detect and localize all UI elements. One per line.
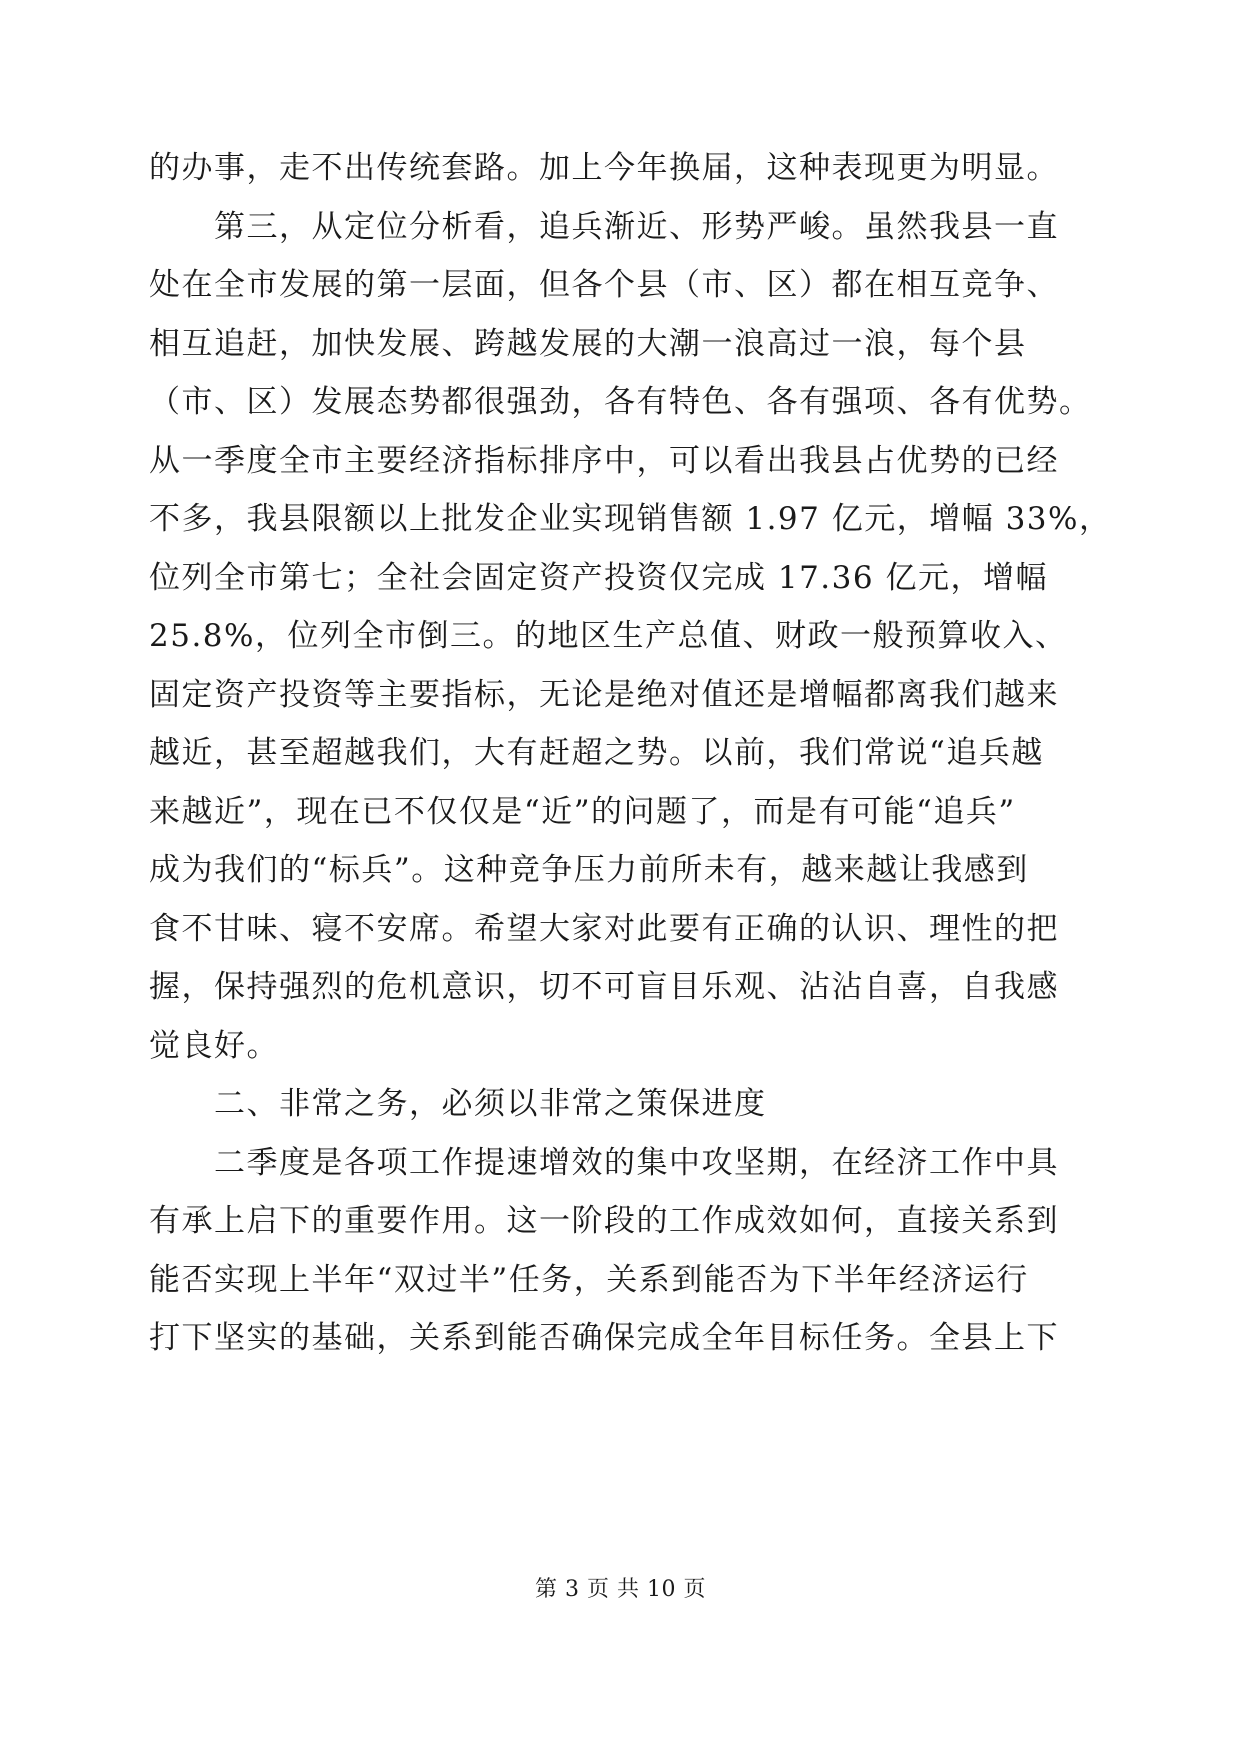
text-line: 固定资产投资等主要指标，无论是绝对值还是增幅都离我们越来 [149, 677, 1059, 713]
text-line: 不多，我县限额以上批发企业实现销售额 1.97 亿元，增幅 33%， [149, 501, 1112, 537]
text-line: 觉良好。 [149, 1028, 279, 1064]
text-line: 第三，从定位分析看，追兵渐近、形势严峻。虽然我县一直 [149, 209, 1059, 245]
text-line: 的办事，走不出传统套路。加上今年换届，这种表现更为明显。 [149, 150, 1059, 186]
text-line: 成为我们的“标兵”。这种竞争压力前所未有，越来越让我感到 [149, 852, 1029, 888]
text-line: 二季度是各项工作提速增效的集中攻坚期，在经济工作中具 [149, 1145, 1059, 1181]
text-line: 握，保持强烈的危机意识，切不可盲目乐观、沾沾自喜，自我感 [149, 969, 1059, 1005]
text-line: 越近，甚至超越我们，大有赶超之势。以前，我们常说“追兵越 [149, 735, 1044, 771]
text-line: 打下坚实的基础，关系到能否确保完成全年目标任务。全县上下 [149, 1320, 1059, 1356]
text-line: 能否实现上半年“双过半”任务，关系到能否为下半年经济运行 [149, 1262, 1029, 1298]
text-line: 相互追赶，加快发展、跨越发展的大潮一浪高过一浪，每个县 [149, 326, 1027, 362]
text-line: 位列全市第七；全社会固定资产投资仅完成 17.36 亿元，增幅 [149, 560, 1048, 596]
text-line: 有承上启下的重要作用。这一阶段的工作成效如何，直接关系到 [149, 1203, 1059, 1239]
text-line: 处在全市发展的第一层面，但各个县（市、区）都在相互竞争、 [149, 267, 1059, 303]
page-footer: 第 3 页 共 10 页 [535, 1577, 706, 1602]
text-line: 食不甘味、寝不安席。希望大家对此要有正确的认识、理性的把 [149, 911, 1059, 947]
text-line: 25.8%，位列全市倒三。的地区生产总值、财政一般预算收入、 [149, 618, 1068, 654]
text-line: （市、区）发展态势都很强劲，各有特色、各有强项、各有优势。 [149, 384, 1092, 420]
section-heading: 二、非常之务，必须以非常之策保进度 [149, 1086, 767, 1122]
text-line: 来越近”，现在已不仅仅是“近”的问题了，而是有可能“追兵” [149, 794, 1016, 830]
text-line: 从一季度全市主要经济指标排序中，可以看出我县占优势的已经 [149, 443, 1059, 479]
